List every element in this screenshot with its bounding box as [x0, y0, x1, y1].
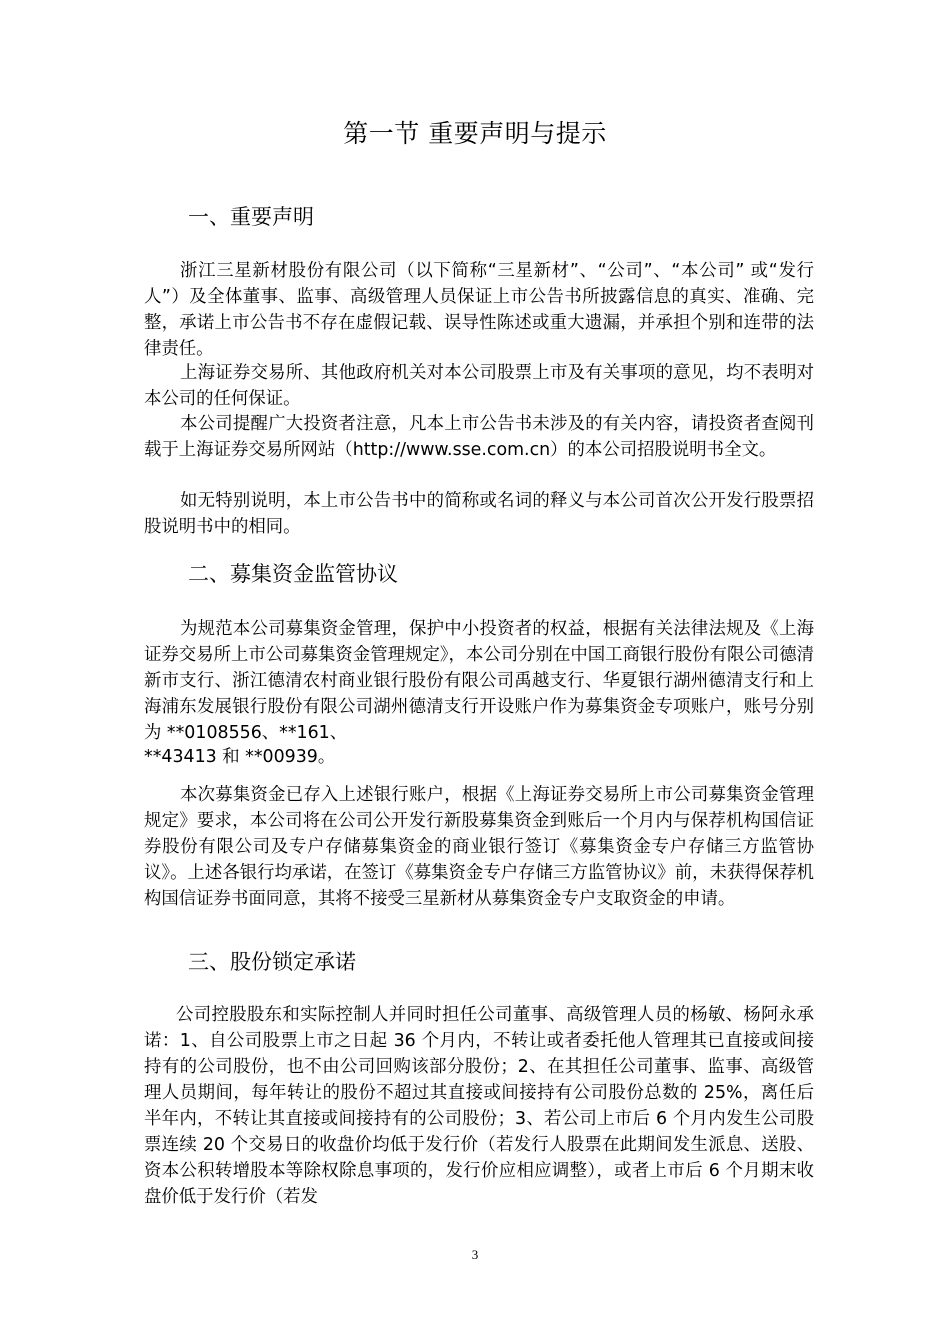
paragraph-lockup-1: 公司控股股东和实际控制人并同时担任公司董事、高级管理人员的杨敏、杨阿永承诺：1、自公司股票上市之日起 36 个月内，不转让或者委托他人管理其已直接或间接持有的公司股份，也不由公司回购该部分股份；2、在其担任公司董事、监事、高级管理人员期间，每年转让的股份不超过其直接或间接持有公司股份总数的 25%，离任后半年内，不转让其直接或间接持有的公司股份；3、若公司上市后 6 个月内发生公司股票连续 20 个交易日的收盘价均低于发行价（若发行人股票在此期间发生派息、送股、资本公积转增股本等除权除息事项的，发行价应相应调整），或者上市后 6 个月期末收盘价低于发行价（若发	[144, 1005, 814, 1207]
section-title: 第一节 重要声明与提示	[343, 119, 607, 148]
heading-share-lockup: 三、股份锁定承诺	[188, 950, 356, 974]
paragraph-statement-1: 浙江三星新材股份有限公司（以下简称“三星新材”、“公司”、“本公司” 或“发行人”）及全体董事、监事、高级管理人员保证上市公告书所披露信息的真实、准确、完整，承诺上市公告书不存在虚假记载、误导性陈述或重大遗漏，并承担个别和连带的法律责任。	[144, 261, 814, 359]
paragraph-statement-2: 上海证券交易所、其他政府机关对本公司股票上市及有关事项的意见，均不表明对本公司的任何保证。	[144, 363, 814, 409]
paragraph-statement-4: 如无特别说明，本上市公告书中的简称或名词的释义与本公司首次公开发行股票招股说明书中的相同。	[144, 491, 814, 537]
paragraph-statement-3: 本公司提醒广大投资者注意，凡本上市公告书未涉及的有关内容，请投资者查阅刊载于上海证券交易所网站（http://www.sse.com.cn）的本公司招股说明书全文。	[144, 414, 814, 460]
heading-fund-supervision: 二、募集资金监管协议	[188, 562, 398, 586]
paragraph-fund-2: 本次募集资金已存入上述银行账户，根据《上海证券交易所上市公司募集资金管理规定》要求，本公司将在公司公开发行新股募集资金到账后一个月内与保荐机构国信证券股份有限公司及专户存储募集资金的商业银行签订《募集资金专户存储三方监管协议》。上述各银行均承诺，在签订《募集资金专户存储三方监管协议》前，未获得保荐机构国信证券书面同意，其将不接受三星新材从募集资金专户支取资金的申请。	[144, 785, 814, 909]
paragraph-fund-1-cont: **43413 和 **00939。	[144, 747, 336, 767]
paragraph-fund-1: 为规范本公司募集资金管理，保护中小投资者的权益，根据有关法律法规及《上海证券交易所上市公司募集资金管理规定》，本公司分别在中国工商银行股份有限公司德清新市支行、浙江德清农村商业银行股份有限公司禹越支行、华夏银行湖州德清支行和上海浦东发展银行股份有限公司湖州德清支行开设账户作为募集资金专项账户，账号分别为 **0108556、**161、	[144, 619, 814, 743]
heading-important-statement: 一、重要声明	[188, 205, 314, 229]
page-number: 3	[471, 1247, 479, 1262]
